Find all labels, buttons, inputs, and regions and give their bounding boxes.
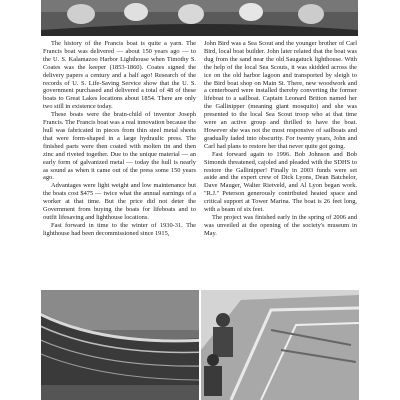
paragraph: Fast forward in time to the winter of 1930-31. The lighthouse had been decommissioned since 1915, xyxy=(43,221,196,237)
article-left-column xyxy=(43,40,196,238)
paragraph: John Bird was a Sea Scout and the younger brother of Carl Bird, local boat builder. John later related that the boat was dug from the sand near the old Saugatuck lighthouse. With the help of the local Sea Scouts, it was skidded across the ice on the old harbor lagoon and transported by sleigh to the Bird boat shop on Main St. There, new woodwork and a centerboard were installed thereby converting the former lifeboat to a sailboat. Captain Leonard Britton named her the Gallinipper (meaning giant mosquito) and she was presented to the local Sea Scout troop who at that time were an active group and thrilled to have the boat. However she was not the most responsive of sailboats and gradually faded into obscurity. For twenty years, John and Carl had plans to restore her that never quite got going. xyxy=(204,40,357,150)
paragraph: The history of the Francis boat is quite a yarn. The Francis boat was delivered — about 150 years ago — to the U. S. Kalamazoo Harbor Lighthouse when Timothy S. Coates was the keeper (1853-1860). Coates signed the delivery papers a century and a half ago! Research of the records of U. S. Life-Saving Service show that the U. S. government purchased and delivered a total of 48 of these boats to Great Lakes locations about 1854. There are only two still in existence today. xyxy=(43,40,196,111)
paragraph: Advantages were light weight and low maintenance but the boats cost $475 — twice what the annual earnings of a worker at that time. But the price did not deter the Government from buying the boats for lifeboats and to outfit lifesaving and lighthouse locations. xyxy=(43,182,196,221)
paragraph: These boats were the brain-child of inventor Joseph Francis. The Francis boat was a real innovation because the hull was fabricated in pieces from thin steel metal sheets that were form-shaped in a large hydraulic press. The finished parts were then coated with molten tin and then zinc and riveted together. Due to the unique material — an early form of galvanized metal — today the hull is nearly as sound as when it came out of the press some 150 years ago. xyxy=(43,111,196,182)
article-right-column xyxy=(204,40,357,238)
boat-workers-photo xyxy=(201,290,359,400)
top-photo xyxy=(41,0,358,36)
paragraph: The project was finished early in the spring of 2006 and was unveiled at the opening of the society's museum in May. xyxy=(204,213,357,237)
restored-boat-photo xyxy=(41,290,199,400)
paragraph: Fast forward again to 1996. Bob Johnson and Bob Simonds threatened, cajoled and pleaded with the SDHS to restore the Gallinipper! Finally in 2003 funds were set aside and the expert crew of Dick Lyons, Dean Batchelor, Dave Mauger, Walter Rietveld, and Al Lyon began work. "R.J." Peterson generously contributed heated space and critical support at Tower Marina. The boat is 26 feet long, with a beam of six feet. xyxy=(204,150,357,214)
